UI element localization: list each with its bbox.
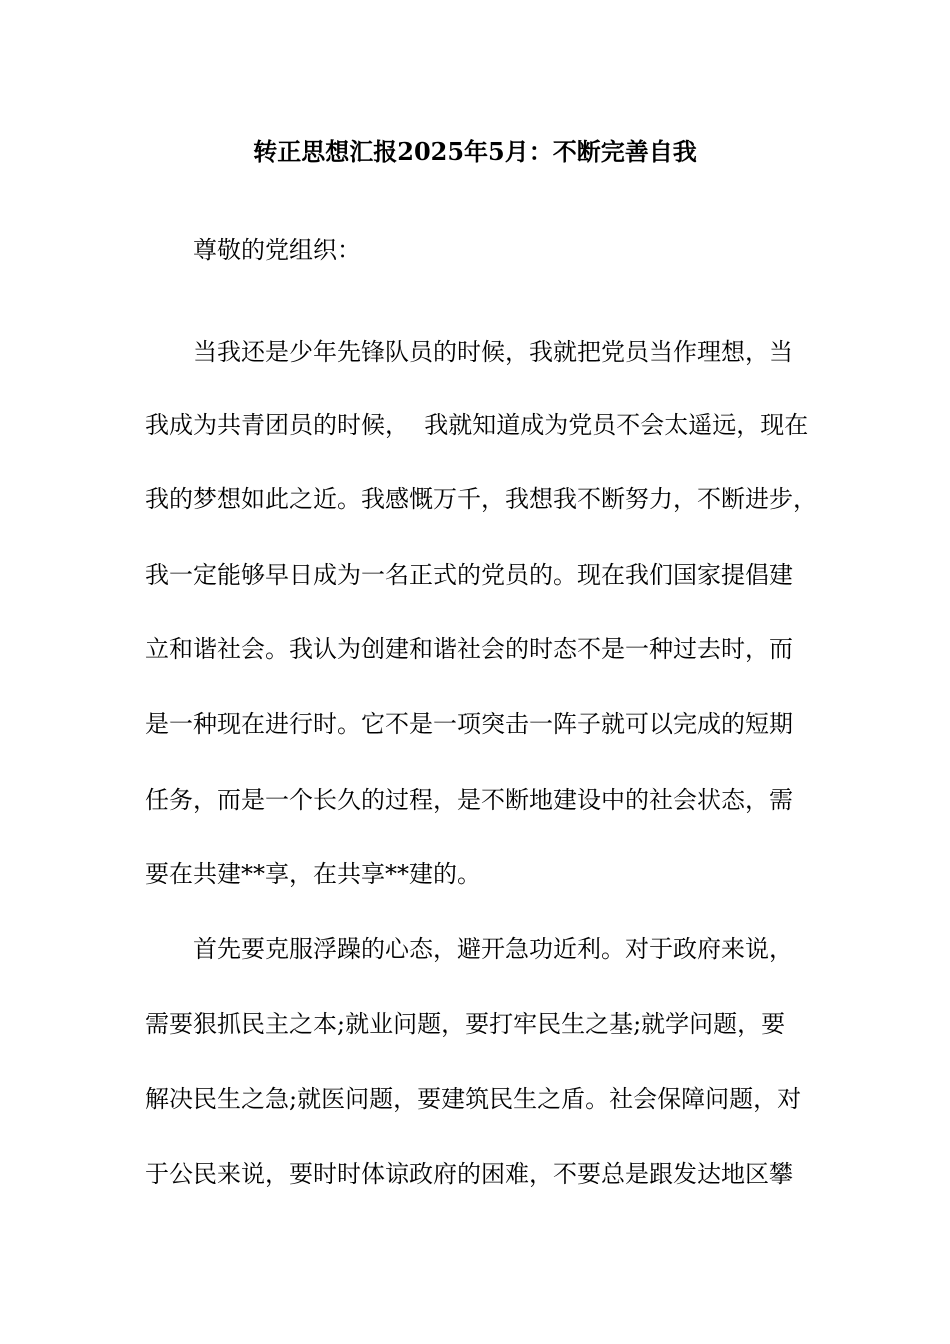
paragraph-line: 我成为共青团员的时候， 我就知道成为党员不会太遥远，现在 — [145, 411, 809, 439]
document-title: 转正思想汇报2025年5月：不断完善自我 — [253, 137, 697, 166]
paragraph-line: 当我还是少年先锋队员的时候，我就把党员当作理想，当 — [193, 338, 793, 366]
paragraph-line: 需要狠抓民主之本;就业问题，要打牢民生之基;就学问题，要 — [145, 1010, 786, 1038]
paragraph-line: 我的梦想如此之近。我感慨万千，我想我不断努力，不断进步， — [145, 485, 817, 513]
paragraph-line: 首先要克服浮躁的心态，避开急功近利。对于政府来说， — [193, 935, 793, 963]
paragraph-line: 要在共建**享，在共享**建的。 — [145, 860, 481, 888]
paragraph-line: 我一定能够早日成为一名正式的党员的。现在我们国家提倡建 — [145, 561, 793, 589]
paragraph-line: 是一种现在进行时。它不是一项突击一阵子就可以完成的短期 — [145, 710, 793, 738]
paragraph-line: 解决民生之急;就医问题，要建筑民生之盾。社会保障问题，对 — [145, 1085, 802, 1113]
paragraph-line: 立和谐社会。我认为创建和谐社会的时态不是一种过去时，而 — [145, 635, 793, 663]
paragraph-line: 任务，而是一个长久的过程，是不断地建设中的社会状态，需 — [145, 786, 793, 814]
salutation: 尊敬的党组织： — [193, 236, 361, 264]
paragraph-line: 于公民来说，要时时体谅政府的困难，不要总是跟发达地区攀 — [145, 1160, 793, 1188]
